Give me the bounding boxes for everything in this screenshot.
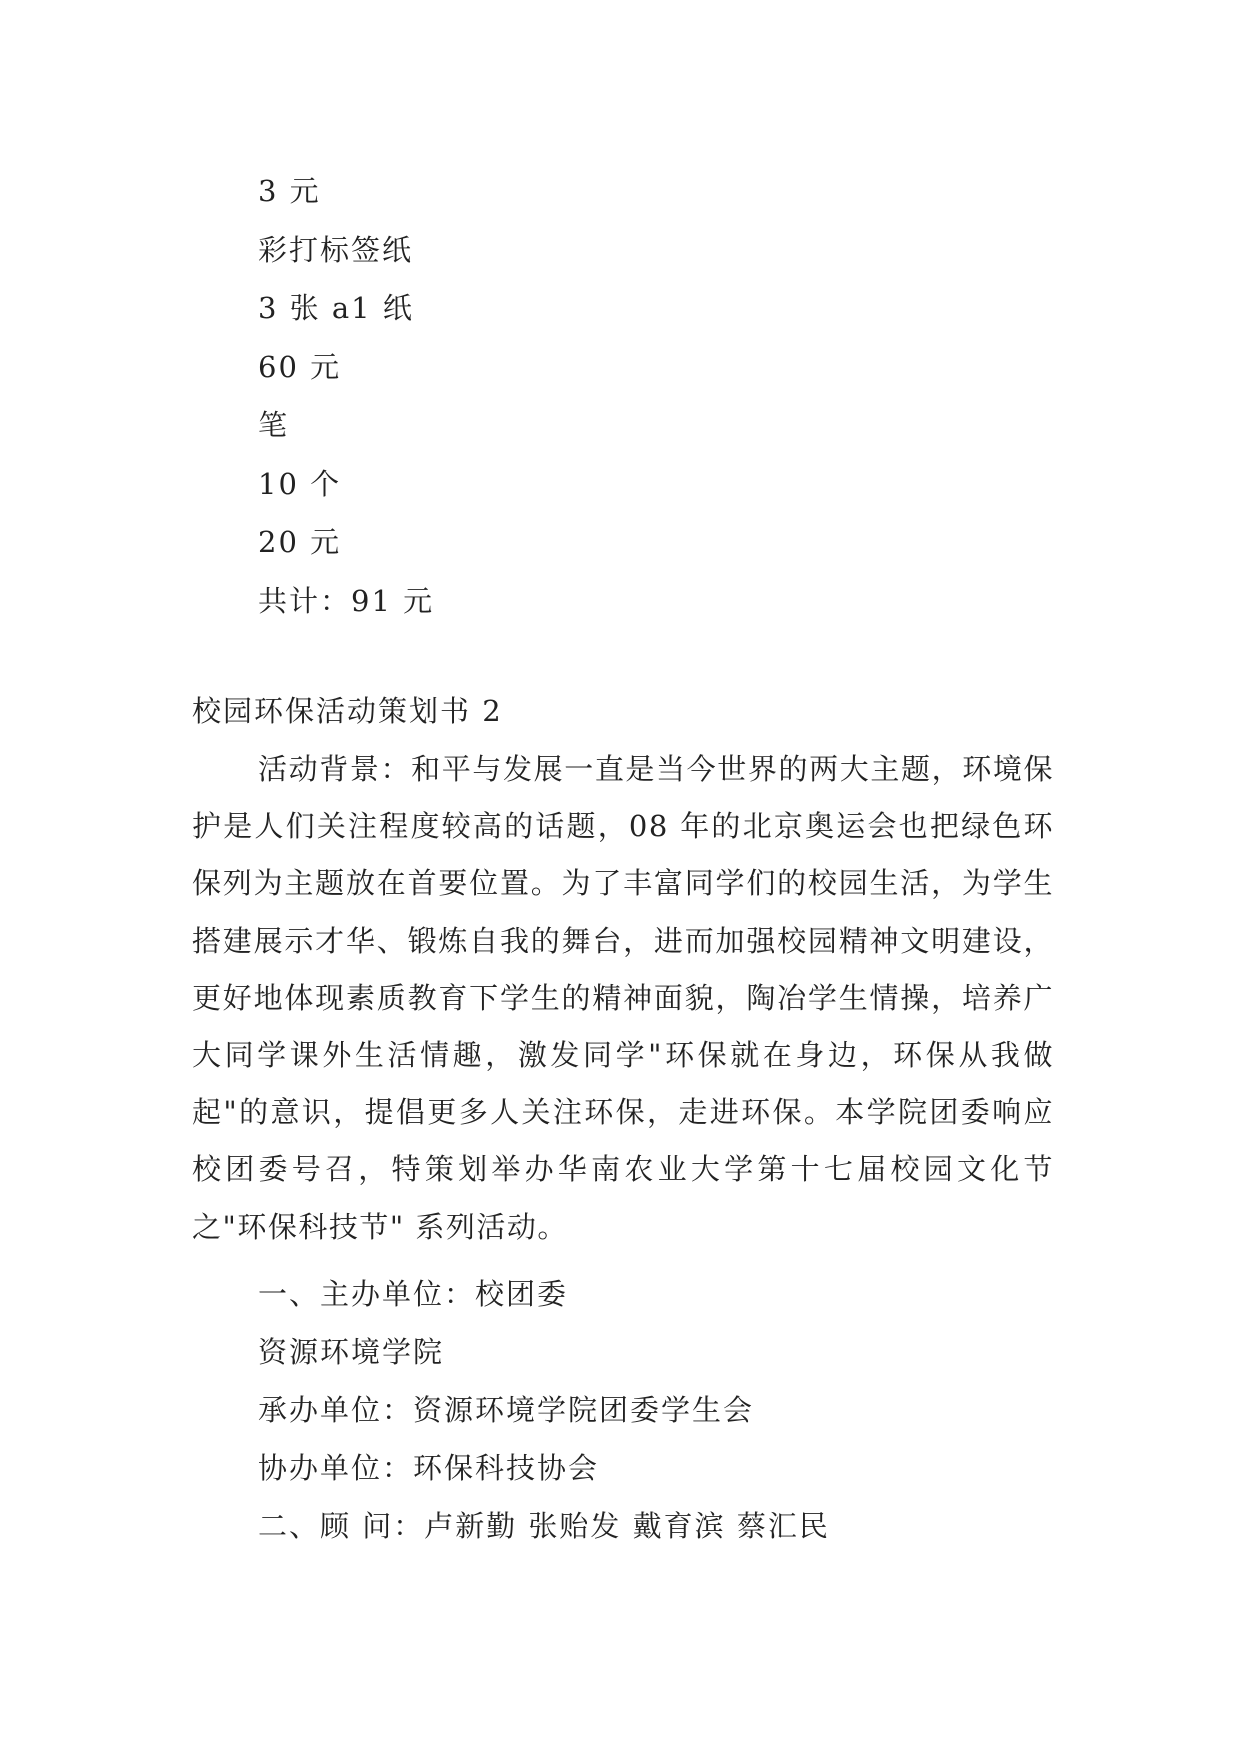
budget-line: 3 元 xyxy=(258,174,321,208)
background-paragraph: 活动背景：和平与发展一直是当今世界的两大主题，环境保护是人们关注程度较高的话题，08 年的北京奥运会也把绿色环保列为主题放在首要位置。为了丰富同学们的校园生活，为学生搭建展示才华、锻炼自我的舞台，进而加强校园精神文明建设，更好地体现素质教育下学生的精神面貌，陶冶学生情操，培养广大同学课外生活情趣，激发同学"环保就在身边，环保从我做起"的意识，提倡更多人关注环保，走进环保。本学院团委响应校团委号召，特策划举办华南农业大学第十七届校园文化节之"环保科技节" 系列活动。 xyxy=(192,752,1054,1244)
advisors-line: 二、顾 问：卢新勤 张贻发 戴育滨 蔡汇民 xyxy=(258,1509,830,1543)
organizer-host-college: 资源环境学院 xyxy=(258,1335,445,1369)
budget-line: 10 个 xyxy=(258,466,342,501)
budget-total: 共计：91 元 xyxy=(258,583,435,618)
organizer-list xyxy=(258,1265,830,1555)
budget-line: 3 张 a1 纸 xyxy=(258,291,414,325)
budget-line: 彩打标签纸 xyxy=(258,232,414,267)
organizer-assistant: 协办单位：环保科技协会 xyxy=(258,1451,600,1485)
section-title: 校园环保活动策划书 2 xyxy=(192,694,503,728)
organizer-host: 一、主办单位：校团委 xyxy=(258,1277,569,1311)
organizer-undertaker: 承办单位：资源环境学院团委学生会 xyxy=(258,1393,755,1427)
budget-list xyxy=(258,162,434,630)
budget-line: 笔 xyxy=(258,408,290,442)
budget-line: 60 元 xyxy=(258,349,342,384)
budget-line: 20 元 xyxy=(258,525,342,559)
